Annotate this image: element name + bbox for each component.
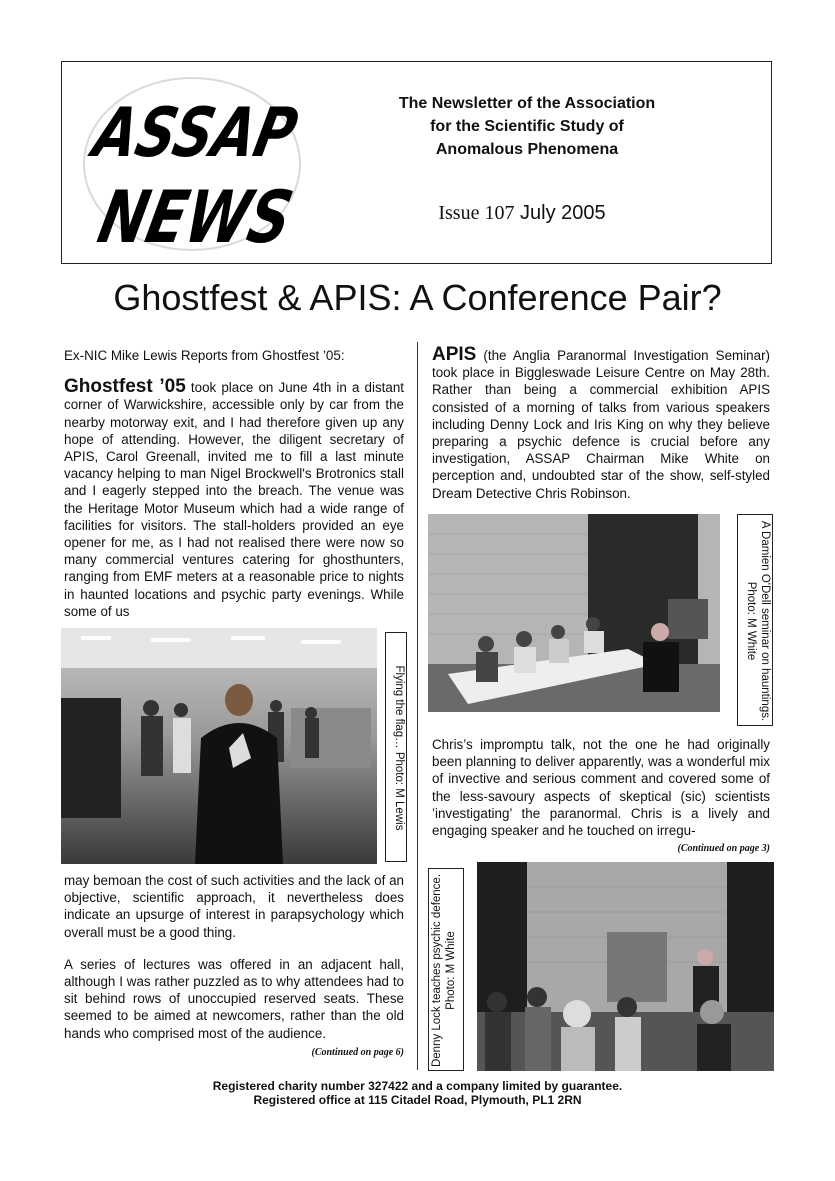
right-continued-link: (Continued on page 3): [677, 843, 770, 855]
ghostfest-photo: [61, 628, 377, 864]
left-article-top: [64, 347, 404, 620]
photo-caption-seminar: [737, 514, 773, 726]
caption-line: Photo: M White: [745, 581, 757, 661]
left-para1-continued: may bemoan the cost of such activities and the lack of an objective, scientific approach, it nevertheless does indicate an upsurge of interest in parapsychology which overall must be a good thing.: [64, 873, 404, 940]
psychic-defence-photo: [477, 862, 774, 1071]
page-headline: Ghostfest & APIS: A Conference Pair?: [113, 277, 722, 318]
issue-number: Issue 107: [438, 202, 515, 224]
photo-caption-ghostfest: [385, 632, 407, 862]
right-article-middle: [432, 736, 770, 857]
article-byline: Ex-NIC Mike Lewis Reports from Ghostfest ’05:: [64, 348, 345, 363]
caption-line: Photo: M White: [445, 931, 457, 1010]
tagline-line: Anomalous Phenomena: [435, 141, 619, 158]
caption-line: Denny Lock teaches psychic defence.: [431, 873, 443, 1068]
caption-line: A Damien O'Dell seminar on hauntings.: [759, 520, 771, 722]
right-article-top: [432, 346, 770, 502]
left-lead-word: Ghostfest ’05: [64, 376, 186, 398]
footer-address-line: Registered office at 115 Citadel Road, Plymouth, PL1 2RN: [253, 1093, 582, 1107]
right-article-para1: [432, 346, 770, 502]
caption-text: [744, 515, 772, 727]
tagline-line: The Newsletter of the Association: [398, 95, 656, 112]
left-continued-link: (Continued on page 6): [311, 1046, 404, 1058]
left-article-bottom: [64, 872, 404, 1061]
right-article-para2: Chris’s impromptu talk, not the one he had originally been planning to deliver apparently, was a wonderful mix of invective and serious comment and covered some of the less-savoury aspects of skeptical (sic) scientists ’investigating’ the paranormal. Chris is a lively and engaging speaker and he touched on irregu-: [432, 737, 770, 839]
newsletter-tagline: [362, 92, 692, 161]
caption-text: [430, 869, 458, 1072]
seminar-photo: [428, 514, 720, 712]
masthead: [61, 61, 772, 264]
issue-info: [392, 202, 652, 225]
right-lead-word: APIS: [432, 344, 477, 365]
photo-caption-psychic-defence: [428, 868, 464, 1071]
logo-top-text: ASSAP: [86, 93, 355, 173]
tagline-line: for the Scientific Study of: [430, 118, 624, 135]
caption-text: Flying the flag… Photo: M Lewis: [393, 665, 405, 831]
footer-charity-line: Registered charity number 327422 and a company limited by guarantee.: [212, 1079, 623, 1093]
left-article-para1: [64, 378, 404, 620]
assap-news-logo: [80, 74, 355, 260]
left-article-para2: A series of lectures was offered in an adjacent hall, although I was rather puzzled as to why attendees had to sit behind rows of unoccupied reserved seats. These seemed to be aimed at newcomers, rather than the old hands who comprised most of the audience.: [64, 956, 404, 1041]
logo-bottom-text: NEWS: [91, 175, 351, 260]
column-divider: [417, 342, 418, 1070]
right-para1-text: (the Anglia Paranormal Investigation Seminar) took place in Biggleswade Leisure Centre on May 28th. Rather than being a commercial exhibition APIS consisted of a morning of talks from various speakers including Denny Lock and Iris King on why they believe preparing a psychic defence is crucial before any investigation, ASSAP Chairman Mike White on perception and, undoubted star of the show, self-styled Dream Detective Chris Robinson.: [432, 348, 770, 501]
page-footer: [60, 1079, 775, 1107]
issue-date: July 2005: [520, 202, 606, 224]
left-para1-text: took place on June 4th in a distant corner of Warwickshire, accessible only by car from the nearby motorway exit, and I had therefore given up any hope of attending. However, the diligent secretary of APIS, Carol Greenall, invited me to fill a last minute vacancy helping to man Nigel Brockwell's Brotronics stall and I eagerly stepped into the breach. The venue was the Heritage Motor Museum which had a wide range of facilities for visitors. The stall-holders provided an eye opener for me, as I had not realised there were now so many commercial ventures catering for ghosthunters, ranging from EMF meters at a reasonable price to nights in haunted locations and psychic party evenings. While some of us: [64, 380, 404, 619]
